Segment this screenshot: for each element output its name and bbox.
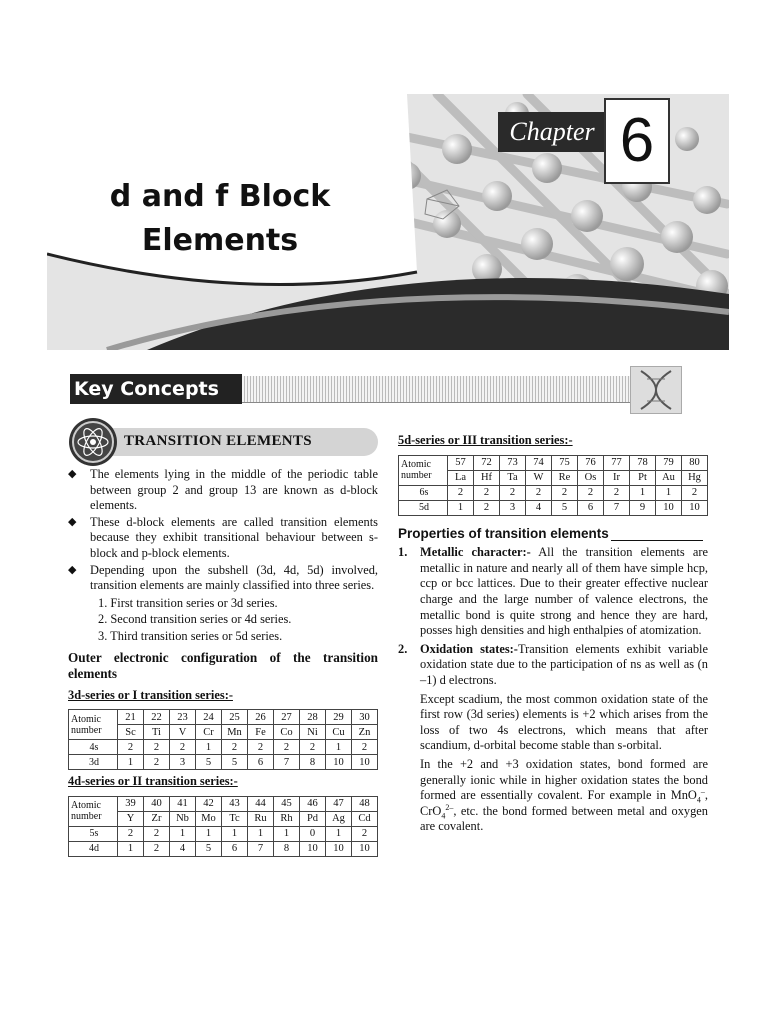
row-label: 4s [69, 740, 118, 755]
table-row [69, 740, 378, 755]
table-cell: 2 [448, 485, 474, 500]
diamond-bullet-icon: ◆ [68, 515, 77, 528]
table-cell: 21 [118, 710, 144, 725]
table-cell: 1 [448, 500, 474, 515]
key-concepts-label: Key Concepts [70, 374, 242, 404]
table-cell: Cd [352, 811, 378, 826]
table-cell: 73 [500, 455, 526, 470]
table-cell: 0 [300, 826, 326, 841]
table-5d-heading: 5d-series or III transition series:- [398, 433, 573, 447]
table-3d [68, 709, 378, 770]
table-cell: 41 [170, 796, 196, 811]
paragraph: In the +2 and +3 oxidation states, bond formed are generally ionic while in higher oxidation states the bond formed are essentially covalent. For example in MnO$_4$–, CrO$_4^{2-}$, etc. the bond formed between metal and oxygen are covalent. [420, 756, 708, 834]
table-cell: 44 [248, 796, 274, 811]
chapter-label: Chapter [498, 112, 606, 152]
table-cell: 2 [682, 485, 708, 500]
table-cell: 2 [222, 740, 248, 755]
table-cell: 4 [170, 841, 196, 856]
table-cell: 9 [630, 500, 656, 515]
table-cell: Cr [196, 725, 222, 740]
table-cell: 4 [526, 500, 552, 515]
table-cell: 1 [222, 826, 248, 841]
table-cell: 1 [196, 826, 222, 841]
table-cell: 5 [222, 755, 248, 770]
property-title: Metallic character:- [420, 545, 531, 560]
table-cell: 75 [552, 455, 578, 470]
table-cell: 2 [352, 740, 378, 755]
table-cell: 24 [196, 710, 222, 725]
table-cell: 40 [144, 796, 170, 811]
table-cell: Pd [300, 811, 326, 826]
properties-heading: Properties of transition elements [398, 526, 708, 542]
right-column [398, 433, 708, 838]
paragraph: Except scadium, the most common oxidation state of the first row (3d series) elements is +2 which arises from the loss of two 4s electrons, which means that after scandium, d-orbital become stable than s-orbital. [420, 691, 708, 753]
table-cell: Zn [352, 725, 378, 740]
page-title [90, 175, 350, 263]
table-4d-heading: 4d-series or II transition series:- [68, 774, 238, 789]
list-item: ◆ These d-block elements are called transition elements because they exhibit transitional behaviour between s-block and p-block elements. [68, 514, 378, 560]
table-cell: Zr [144, 811, 170, 826]
table-cell: 2 [474, 500, 500, 515]
table-cell: 43 [222, 796, 248, 811]
table-cell: 2 [144, 755, 170, 770]
table-cell: Tc [222, 811, 248, 826]
table-cell: 10 [326, 841, 352, 856]
table-cell: 1 [326, 826, 352, 841]
row-label: 6s [399, 485, 448, 500]
diamond-bullet-icon: ◆ [68, 468, 77, 480]
table-cell: 7 [248, 841, 274, 856]
table-cell: 5 [552, 500, 578, 515]
left-column [68, 467, 378, 857]
table-cell: 3 [170, 755, 196, 770]
table-cell: W [526, 470, 552, 485]
property-item: 1. Metallic character:- All the transition elements are metallic in nature and nearly all of them have simple hcp, ccp or bcc lattices. Due to their greater effective nuclear charge and the large number of valence electrons, the metallic bond is quite strong and hence they are hard, posses high densities and high enthalpies of atomization. [398, 545, 708, 638]
row-label: 5s [69, 826, 118, 841]
table-cell: 1 [248, 826, 274, 841]
table-cell: 5 [196, 841, 222, 856]
table-cell: 22 [144, 710, 170, 725]
table-cell: Re [552, 470, 578, 485]
table-cell: 25 [222, 710, 248, 725]
row-label: Atomic number [69, 796, 118, 826]
table-cell: 48 [352, 796, 378, 811]
table-cell: 78 [630, 455, 656, 470]
table-cell: Os [578, 470, 604, 485]
table-cell: Mn [222, 725, 248, 740]
table-cell: 10 [656, 500, 682, 515]
table-cell: 8 [300, 755, 326, 770]
table-cell: 39 [118, 796, 144, 811]
table-cell: 26 [248, 710, 274, 725]
table-cell: 2 [118, 826, 144, 841]
table-cell: 2 [144, 826, 170, 841]
table-cell: Y [118, 811, 144, 826]
table-cell: 1 [118, 755, 144, 770]
table-cell: 80 [682, 455, 708, 470]
table-cell: Ni [300, 725, 326, 740]
table-cell: 46 [300, 796, 326, 811]
table-cell: 28 [300, 710, 326, 725]
table-cell: 10 [326, 755, 352, 770]
table-cell: 2 [248, 740, 274, 755]
table-cell: 2 [118, 740, 144, 755]
table-cell: Ti [144, 725, 170, 740]
table-cell: 2 [552, 485, 578, 500]
table-cell: 1 [274, 826, 300, 841]
atomic-number-row [69, 710, 378, 725]
table-4d [68, 796, 378, 857]
row-label: 4d [69, 841, 118, 856]
table-cell: 76 [578, 455, 604, 470]
table-cell: 2 [526, 485, 552, 500]
table-row [399, 500, 708, 515]
table-cell: 42 [196, 796, 222, 811]
table-cell: 2 [604, 485, 630, 500]
row-label: 3d [69, 755, 118, 770]
title-line-1: d and f Block [109, 179, 331, 214]
table-cell: Fe [248, 725, 274, 740]
table-cell: 6 [578, 500, 604, 515]
table-cell: 6 [222, 841, 248, 856]
table-cell: Pt [630, 470, 656, 485]
table-cell: Hf [474, 470, 500, 485]
table-cell: 2 [144, 841, 170, 856]
table-cell: 3 [500, 500, 526, 515]
atomic-number-row [69, 796, 378, 811]
table-cell: 79 [656, 455, 682, 470]
table-cell: 74 [526, 455, 552, 470]
table-cell: 1 [118, 841, 144, 856]
table-3d-heading: 3d-series or I transition series:- [68, 687, 233, 702]
table-cell: 47 [326, 796, 352, 811]
table-cell: Au [656, 470, 682, 485]
table-cell: Ag [326, 811, 352, 826]
table-cell: 2 [474, 485, 500, 500]
table-row [399, 485, 708, 500]
section-title: TRANSITION ELEMENTS [124, 433, 312, 449]
series-list [98, 596, 378, 645]
table-cell: Mo [196, 811, 222, 826]
table-cell: 27 [274, 710, 300, 725]
table-row [69, 841, 378, 856]
table-cell: 2 [300, 740, 326, 755]
table-cell: Co [274, 725, 300, 740]
table-cell: 77 [604, 455, 630, 470]
table-cell: 2 [352, 826, 378, 841]
table-cell: 30 [352, 710, 378, 725]
row-label: Atomic number [399, 455, 448, 485]
table-cell: Ta [500, 470, 526, 485]
table-cell: La [448, 470, 474, 485]
table-row [69, 755, 378, 770]
row-label: 5d [399, 500, 448, 515]
atomic-number-row [399, 455, 708, 470]
table-cell: 1 [656, 485, 682, 500]
table-cell: 29 [326, 710, 352, 725]
outer-config-heading: Outer electronic configuration of the transition elements [68, 649, 378, 681]
title-line-2: Elements [141, 223, 299, 258]
property-item: 2. Oxidation states:-Transition elements exhibit variable oxidation state due to the participation of ns as well as (n –1) d electrons. Except scadium, the most common oxidation state of the first row (3d series) elements is +2 which arises from the loss of two 4s electrons, which means that after scandium, d-orbital become stable than s-orbital. In the +2 and +3 oxidation states, bond formed are generally ionic while in higher oxidation states the bond formed are essentially covalent. For example in MnO$_4$–, CrO$_4^{2-}$, etc. the bond formed between metal and oxygen are covalent. [398, 641, 708, 834]
diamond-bullet-icon: ◆ [68, 563, 77, 576]
table-cell: 2 [500, 485, 526, 500]
table-cell: Nb [170, 811, 196, 826]
table-cell: 10 [352, 755, 378, 770]
table-row [69, 826, 378, 841]
table-cell: 1 [196, 740, 222, 755]
chapter-number: 6 [604, 98, 670, 184]
table-cell: Cu [326, 725, 352, 740]
table-cell: 8 [274, 841, 300, 856]
table-cell: Hg [682, 470, 708, 485]
table-cell: 72 [474, 455, 500, 470]
table-cell: V [170, 725, 196, 740]
table-cell: Ir [604, 470, 630, 485]
table-cell: 7 [274, 755, 300, 770]
table-cell: 1 [630, 485, 656, 500]
list-item: 2. Second transition series or 4d series. [98, 612, 292, 627]
chapter-banner [47, 94, 729, 350]
list-item: ◆ The elements lying in the middle of the periodic table between group 2 and group 13 are known as d-block elements. [68, 467, 378, 513]
table-cell: 6 [248, 755, 274, 770]
row-label: Atomic number [69, 710, 118, 740]
table-cell: Sc [118, 725, 144, 740]
table-cell: 2 [578, 485, 604, 500]
table-cell: 10 [352, 841, 378, 856]
list-item: 3. Third transition series or 5d series. [98, 628, 283, 643]
table-cell: 23 [170, 710, 196, 725]
list-item: ◆ Depending upon the subshell (3d, 4d, 5d) involved, transition elements are mainly classified into three series. [68, 562, 378, 593]
table-cell: 1 [326, 740, 352, 755]
table-cell: 10 [682, 500, 708, 515]
table-cell: 7 [604, 500, 630, 515]
table-cell: 1 [170, 826, 196, 841]
list-item: 1. First transition series or 3d series. [98, 595, 278, 610]
table-cell: Ru [248, 811, 274, 826]
table-cell: 5 [196, 755, 222, 770]
atom-icon [69, 418, 117, 466]
table-cell: 57 [448, 455, 474, 470]
table-cell: 45 [274, 796, 300, 811]
table-cell: 2 [170, 740, 196, 755]
table-cell: 10 [300, 841, 326, 856]
table-cell: Rh [274, 811, 300, 826]
table-5d [398, 455, 708, 516]
dna-icon [630, 366, 682, 414]
property-title: Oxidation states:- [420, 641, 518, 656]
table-cell: 2 [144, 740, 170, 755]
table-cell: 2 [274, 740, 300, 755]
